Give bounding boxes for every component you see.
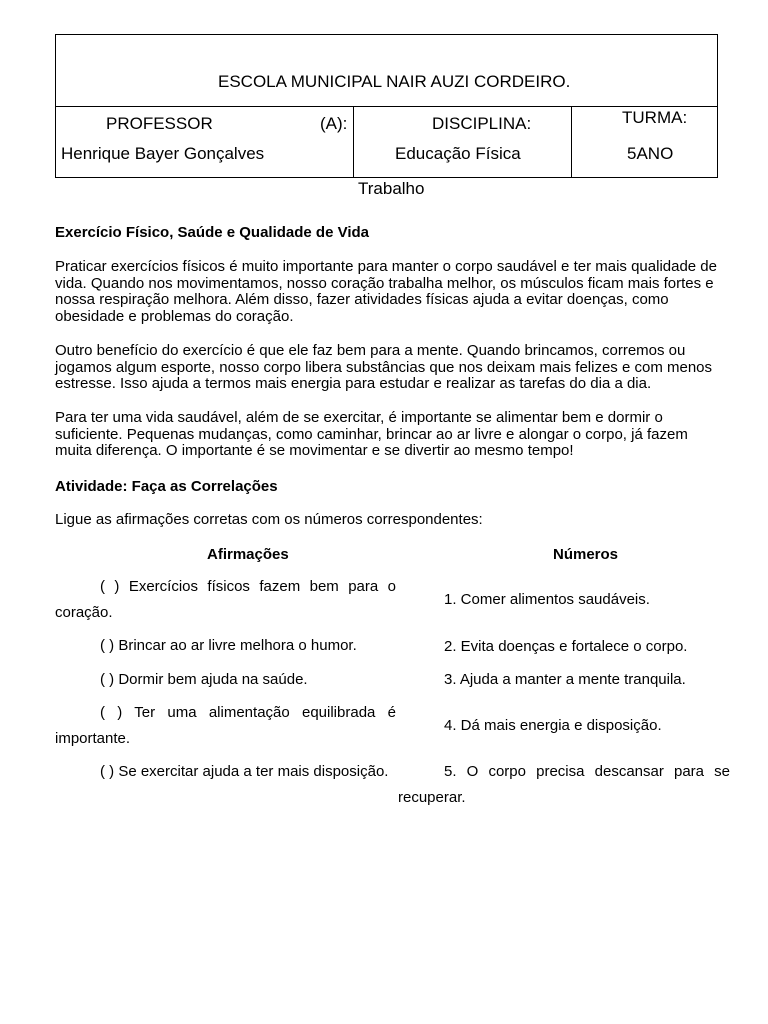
header-school-row xyxy=(56,35,717,107)
affirmation-1: ( ) Exercícios físicos fazem bem para o coração. xyxy=(55,578,396,621)
affirmation-2: ( ) Brincar ao ar livre melhora o humor. xyxy=(100,637,357,654)
school-name: ESCOLA MUNICIPAL NAIR AUZI CORDEIRO. xyxy=(218,72,571,91)
discipline-value: Educação Física xyxy=(395,144,521,163)
class-label: TURMA: xyxy=(622,108,688,127)
number-option-5: 5. O corpo precisa descansar para se recuperar. xyxy=(398,763,730,806)
discipline-cell xyxy=(354,107,572,178)
header-table xyxy=(55,34,718,178)
article-paragraph-2: Outro benefício do exercício é que ele faz bem para a mente. Quando brincamos, corremos ou jogamos algum esporte, nosso corpo libera substâncias que nos deixam mais felizes e com menos estresse. Isso ajuda a termos mais energia para estudar e realizar as tarefas do dia a dia. xyxy=(55,342,712,392)
activity-title: Atividade: Faça as Correlações xyxy=(55,478,278,495)
number-option-3: 3. Ajuda a manter a mente tranquila. xyxy=(444,671,686,688)
number-option-1: 1. Comer alimentos saudáveis. xyxy=(444,591,650,608)
number-option-4: 4. Dá mais energia e disposição. xyxy=(444,717,662,734)
document-subtitle: Trabalho xyxy=(358,179,425,198)
professor-cell xyxy=(56,107,354,178)
article-paragraph-3: Para ter uma vida saudável, além de se exercitar, é importante se alimentar bem e dormir o suficiente. Pequenas mudanças, como caminhar, brincar ao ar livre e alongar o corpo, já fazem muita diferença. O importante é se movimentar e se divertir ao mesmo tempo! xyxy=(55,409,688,459)
affirmations-column-header: Afirmações xyxy=(207,546,289,563)
discipline-label: DISCIPLINA: xyxy=(432,114,532,133)
professor-suffix: (A): xyxy=(320,114,348,133)
activity-instruction: Ligue as afirmações corretas com os números correspondentes: xyxy=(55,511,483,528)
professor-name: Henrique Bayer Gonçalves xyxy=(61,144,265,163)
number-option-2: 2. Evita doenças e fortalece o corpo. xyxy=(444,638,688,655)
class-value: 5ANO xyxy=(627,144,674,163)
class-cell xyxy=(572,107,718,178)
affirmation-5: ( ) Se exercitar ajuda a ter mais disposição. xyxy=(100,763,389,780)
article-title: Exercício Físico, Saúde e Qualidade de Vida xyxy=(55,224,370,241)
numbers-column-header: Números xyxy=(553,546,619,563)
article-paragraph-1: Praticar exercícios físicos é muito importante para manter o corpo saudável e ter mais qualidade de vida. Quando nos movimentamos, nosso coração trabalha melhor, os músculos ficam mais fortes e nossa respiração melhora. Além disso, fazer atividades físicas ajuda a evitar doenças, como obesidade e problemas do coração. xyxy=(55,258,717,325)
professor-label: PROFESSOR xyxy=(106,114,213,133)
affirmation-3: ( ) Dormir bem ajuda na saúde. xyxy=(100,671,308,688)
affirmation-4: ( ) Ter uma alimentação equilibrada é importante. xyxy=(55,704,396,747)
